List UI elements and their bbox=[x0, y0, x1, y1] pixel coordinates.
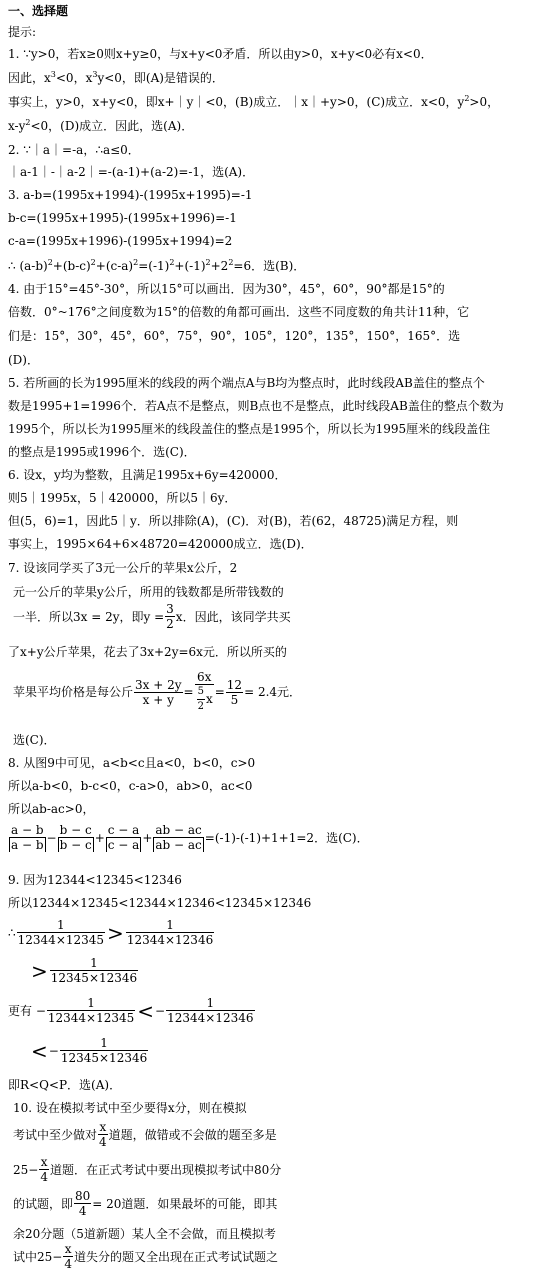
q9-line-6: < − $\frac{1}{12345\times 12346}$ bbox=[31, 1036, 148, 1065]
section-heading: 一、选择题 bbox=[8, 4, 69, 18]
fraction-x-over-4: $\frac{x}{4}$ bbox=[40, 1155, 48, 1184]
q10-line-1: 10. 设在模拟考试中至少要得x分，则在模拟 bbox=[13, 1101, 247, 1115]
fraction-q: 1 12344×12346 bbox=[126, 918, 214, 947]
fraction-neg-p: $\frac{1}{12344\times 12345}$ bbox=[47, 996, 135, 1025]
q1-line-1: 1. ∵y>0，若x≥0则x+y≥0，与x+y<0矛盾．所以由y>0，x+y<0必有x<0． bbox=[8, 47, 433, 61]
q4-line-3: 们是：15°，30°，45°，60°，75°，90°，105°，120°，135°，150°，165°．选 bbox=[8, 329, 461, 343]
fraction-12-over-5: $\frac{12}{5}$ bbox=[226, 677, 243, 707]
q10-line-4: 的试题，即 $\frac{80}{4}$ = 20道题．如果最坏的可能，即其 bbox=[13, 1189, 278, 1218]
q10-line-2: 考试中至少做对 x 4 道题，做错或不会做的题至多是 bbox=[13, 1120, 277, 1149]
q9-line-4: > 1 12345×12346 bbox=[31, 956, 138, 985]
q8-line-1: 8. 从图9中可见，a<b<c且a<0，b<0，c>0 bbox=[8, 756, 256, 770]
q4-line-2: 倍数．0°~176°之间度数为15°的倍数的角都可画出．这些不同度数的角共计11种，它 bbox=[8, 305, 470, 319]
q7-line-3: 一半．所以3x = 2y，即y = $\frac{3}{2}$ x．因此，该同学共买 bbox=[13, 602, 291, 631]
q10-line-3: 25− $\frac{x}{4}$ 道题．在正式考试中要出现模拟考试中80分 bbox=[13, 1155, 282, 1184]
q8-line-4: a − b a − b − $\frac{b - c}{b - c}$ + $\frac{c - a}{c - a}$ + $\frac{ab - ac}{ab - ac}$ =(-1)-(-1)+1+1=2．选(C)． bbox=[11, 823, 369, 852]
q4-line-1: 4. 由于15°=45°-30°，所以15°可以画出．因为30°，45°，60°，90°都是15°的 bbox=[8, 282, 445, 296]
fraction-c-a: $\frac{c - a}{c - a}$ bbox=[107, 823, 140, 852]
q7-line-2: 元一公斤的苹果y公斤，所用的钱数都是所带钱数的 bbox=[13, 585, 284, 599]
q6-line-2: 则5｜1995x，5｜420000，所以5｜6y． bbox=[8, 491, 237, 505]
q7-line-4: 了x+y公斤苹果，花去了3x+2y=6x元．所以所买的 bbox=[8, 645, 287, 659]
fraction-r: 1 12345×12346 bbox=[50, 956, 138, 985]
q10-line-5: 余20分题（5道新题）某人全不会做，而且模拟考 bbox=[13, 1227, 276, 1241]
q5-line-1: 5. 若所画的长为1995厘米的线段的两个端点A与B均为整点时，此时线段AB盖住的整点个 bbox=[8, 376, 485, 390]
q8-line-3: 所以ab-ac>0， bbox=[8, 802, 95, 816]
fraction-x-over-4: x 4 bbox=[99, 1120, 107, 1149]
q7-line-5: 苹果平均价格是每公斤 $\frac{3x + 2y}{x + y}$ = 6x $\frac{5}{2}$ x = $\frac{12}{5}$ = 2.4元． bbox=[13, 670, 302, 712]
q3-line-1: 3. a-b=(1995x+1994)-(1995x+1995)=-1 bbox=[8, 188, 253, 202]
q3-line-2: b-c=(1995x+1995)-(1995x+1996)=-1 bbox=[8, 211, 237, 225]
q2-line-2: ｜a-1｜-｜a-2｜=-(a-1)+(a-2)=-1，选(A)． bbox=[8, 165, 255, 179]
q3-line-4: ∴ $(a-b)^2+(b-c)^2+(c-a)^2=(-1)^2+(-1)^2+2^2=6$．选(B)． bbox=[8, 258, 306, 273]
q6-line-1: 6. 设x，y均为整数，且满足1995x+6y=420000． bbox=[8, 468, 287, 482]
fraction-6x: 6x $\frac{5}{2}$ x bbox=[195, 670, 214, 714]
q4-line-4: (D)． bbox=[8, 353, 39, 367]
q5-line-4: 的整点是1995或1996个．选(C)． bbox=[8, 445, 196, 459]
hint-label: 提示: bbox=[8, 25, 37, 39]
q10-line-6: 试中25− $\frac{x}{4}$ 道失分的题又全出现在正式考试试题之 bbox=[13, 1242, 278, 1271]
q1-line-2: 因此，$x^3<0$，$x^3y<0$，即(A)是错误的． bbox=[8, 70, 224, 85]
q1-line-4: $x-y^2<0$，(D)成立．因此，选(A)． bbox=[8, 118, 194, 133]
q5-line-2: 数是1995+1=1996个．若A点不是整点，则B点也不是整点，此时线段AB盖住的整点个数为 bbox=[8, 399, 504, 413]
q7-line-6: 选(C)． bbox=[13, 733, 56, 747]
q8-line-2: 所以a-b<0，b-c<0，c-a>0，ab>0，ac<0 bbox=[8, 779, 253, 793]
q9-line-1: 9. 因为12344<12345<12346 bbox=[8, 873, 182, 887]
q6-line-4: 事实上，1995×64+6×48720=420000成立．选(D)． bbox=[8, 537, 313, 551]
fraction-p: 1 12344×12345 bbox=[17, 918, 105, 947]
q5-line-3: 1995个，所以长为1995厘米的线段盖住的整点是1995个，所以长为1995厘米的线段盖住 bbox=[8, 422, 491, 436]
q3-line-3: c-a=(1995x+1996)-(1995x+1994)=2 bbox=[8, 234, 233, 248]
q6-line-3: 但(5，6)=1，因此5｜y．所以排除(A)，(C)．对(B)，若(62，48725)满足方程，则 bbox=[8, 514, 459, 528]
q2-line-1: 2. ∵｜a｜=-a，∴a≤0． bbox=[8, 143, 140, 157]
q9-line-5: 更有 − $\frac{1}{12344\times 12345}$ < − $\frac{1}{12344\times 12346}$ bbox=[8, 996, 254, 1025]
fraction-a-b: a − b a − b bbox=[11, 823, 44, 852]
fraction-3-over-2: $\frac{3}{2}$ bbox=[166, 602, 174, 631]
q9-line-7: 即R<Q<P．选(A)． bbox=[8, 1078, 122, 1092]
fraction-80-over-4: $\frac{80}{4}$ bbox=[75, 1189, 91, 1218]
fraction-neg-r: $\frac{1}{12345\times 12346}$ bbox=[60, 1036, 148, 1065]
q1-line-3: 事实上，y>0，x+y<0，即x+｜y｜<0，(B)成立．｜x｜+y>0，(C)成立．x<0，$y^2>0$， bbox=[8, 94, 500, 109]
fraction-ab-ac: $\frac{ab - ac}{ab - ac}$ bbox=[155, 823, 202, 852]
fraction-price: $\frac{3x + 2y}{x + y}$ bbox=[135, 677, 182, 707]
fraction-x-over-4: $\frac{x}{4}$ bbox=[64, 1242, 72, 1271]
fraction-b-c: $\frac{b - c}{b - c}$ bbox=[59, 823, 92, 852]
fraction-neg-q: $\frac{1}{12344\times 12346}$ bbox=[167, 996, 254, 1025]
q9-line-3: ∴ 1 12344×12345 > 1 12344×12346 bbox=[8, 918, 214, 947]
q7-line-1: 7. 设该同学买了3元一公斤的苹果x公斤，2 bbox=[8, 561, 238, 575]
q9-line-2: 所以12344×12345<12344×12346<12345×12346 bbox=[8, 896, 312, 910]
